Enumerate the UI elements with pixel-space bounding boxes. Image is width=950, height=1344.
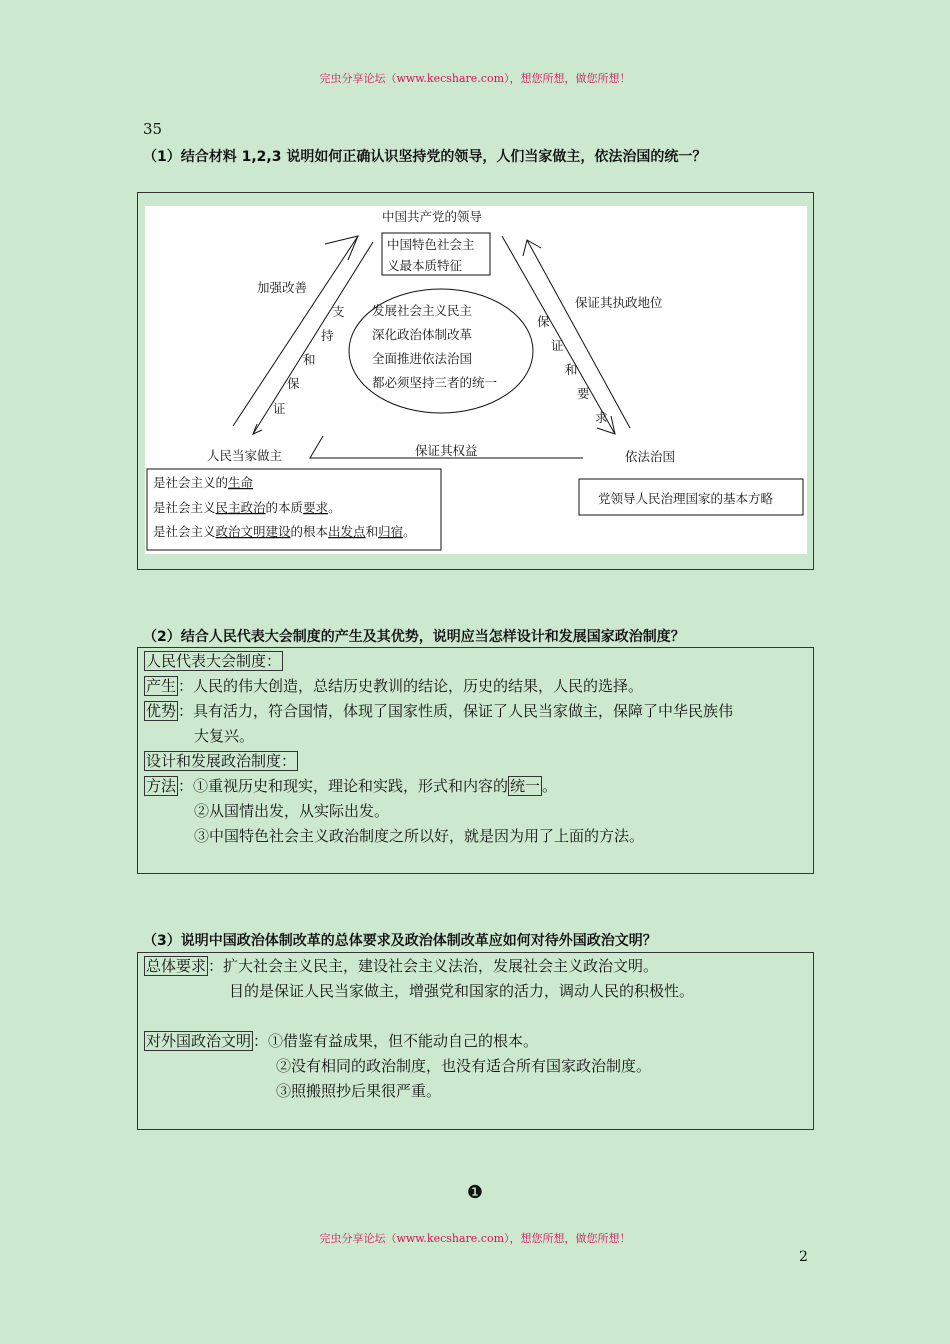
left-arrowhead-top bbox=[325, 236, 358, 260]
right-inner-char-3: 和 bbox=[565, 362, 578, 377]
left-inner-char-1: 支 bbox=[332, 304, 345, 319]
q3-foreign-line-1: 对外国政治文明 ：①借鉴有益成果，但不能动自己的根本。 bbox=[146, 1032, 539, 1050]
left-outer-label: 加强改善 bbox=[257, 280, 308, 295]
q1-title: （1）结合材料 1,2,3 说明如何正确认识坚持党的领导，人们当家做主，依法治国的统一？ bbox=[143, 149, 707, 165]
q3-requirement-line-2: 目的是保证人民当家做主，增强党和国家的活力，调动人民的积极性。 bbox=[229, 982, 695, 1000]
q3-title: （3）说明中国政治体制改革的总体要求及政治体制改革应如何对待外国政治文明？ bbox=[143, 933, 657, 949]
left-node-label: 人民当家做主 bbox=[207, 448, 283, 463]
q3-foreign-line-2: ②没有相同的政治制度，也没有适合所有国家政治制度。 bbox=[276, 1057, 652, 1075]
right-inner-char-4: 要 bbox=[577, 386, 590, 401]
q2-origin-line: 产生 ：人民的伟大创造，总结历史教训的结论，历史的结果，人民的选择。 bbox=[146, 677, 644, 695]
center-line-4: 都必须坚持三者的统一 bbox=[372, 375, 498, 390]
q2-advantage-line: 优势 ：具有活力，符合国情，体现了国家性质，保证了人民当家做主，保障了中华民族伟 bbox=[146, 702, 734, 720]
left-inner-char-5: 证 bbox=[273, 401, 286, 416]
left-inner-line bbox=[253, 242, 373, 434]
right-node-label: 依法治国 bbox=[625, 449, 676, 464]
page-number: 2 bbox=[799, 1249, 808, 1265]
center-line-2: 深化政治体制改革 bbox=[372, 327, 473, 342]
q2-method-line-3: ③中国特色社会主义政治制度之所以好，就是因为用了上面的方法。 bbox=[194, 827, 645, 845]
q2-heading-2: 设计和发展政治制度： bbox=[146, 752, 297, 770]
bottom-label: 保证其权益 bbox=[415, 443, 478, 458]
right-outer-line bbox=[502, 236, 615, 434]
right-inner-char-2: 证 bbox=[551, 338, 564, 353]
question-number: 35 bbox=[143, 120, 163, 138]
footer-watermark: 完虫分享论坛（www.kecshare.com），想您所想，做您所想！ bbox=[319, 1232, 631, 1245]
q2-method-line-2: ②从国情出发，从实际出发。 bbox=[194, 802, 390, 820]
q1-answer-box bbox=[137, 192, 814, 570]
left-inner-char-2: 持 bbox=[321, 328, 334, 343]
q2-answer-box bbox=[137, 647, 814, 874]
q2-heading-1: 人民代表大会制度： bbox=[146, 652, 282, 670]
relationship-diagram bbox=[145, 206, 807, 554]
q3-requirement-line-1: 总体要求 ：扩大社会主义民主，建设社会主义法治，发展社会主义政治文明。 bbox=[146, 957, 659, 975]
top-box-line-2: 义最本质特征 bbox=[387, 258, 463, 273]
right-inner-char-5: 求 bbox=[595, 410, 608, 425]
left-outer-line bbox=[233, 236, 358, 426]
top-box-line-1: 中国特色社会主 bbox=[387, 237, 475, 252]
left-inner-char-3: 和 bbox=[303, 352, 316, 367]
q2-method-line-1: 方法 ：①重视历史和现实，理论和实践，形式和内容的 统一 。 bbox=[146, 777, 558, 795]
right-inner-char-1: 保 bbox=[537, 314, 550, 329]
center-line-3: 全面推进依法治国 bbox=[372, 351, 473, 366]
center-line-1: 发展社会主义民主 bbox=[372, 303, 473, 318]
left-box-line-3: 是社会主义政治文明建设的根本出发点和归宿。 bbox=[153, 524, 416, 539]
left-box-line-1: 是社会主义的生命 bbox=[153, 475, 254, 490]
q3-answer-box bbox=[137, 952, 814, 1130]
right-box-text: 党领导人民治理国家的基本方略 bbox=[598, 491, 774, 506]
top-node-label: 中国共产党的领导 bbox=[382, 209, 483, 224]
q3-foreign-line-3: ③照搬照抄后果很严重。 bbox=[276, 1082, 442, 1100]
header-watermark: 完虫分享论坛（www.kecshare.com），想您所想，做您所想！ bbox=[319, 72, 631, 85]
q2-title: （2）结合人民代表大会制度的产生及其优势，说明应当怎样设计和发展国家政治制度？ bbox=[143, 629, 685, 645]
diagram-svg bbox=[145, 206, 807, 554]
q2-advantage-line-2: 大复兴。 bbox=[194, 727, 255, 745]
right-outer-label: 保证其执政地位 bbox=[575, 295, 663, 310]
right-arrowhead-top bbox=[523, 240, 541, 256]
left-box-line-2: 是社会主义民主政治的本质要求。 bbox=[153, 500, 341, 515]
left-inner-char-4: 保 bbox=[287, 376, 300, 391]
footer-bullet: ❶ bbox=[466, 1182, 484, 1203]
